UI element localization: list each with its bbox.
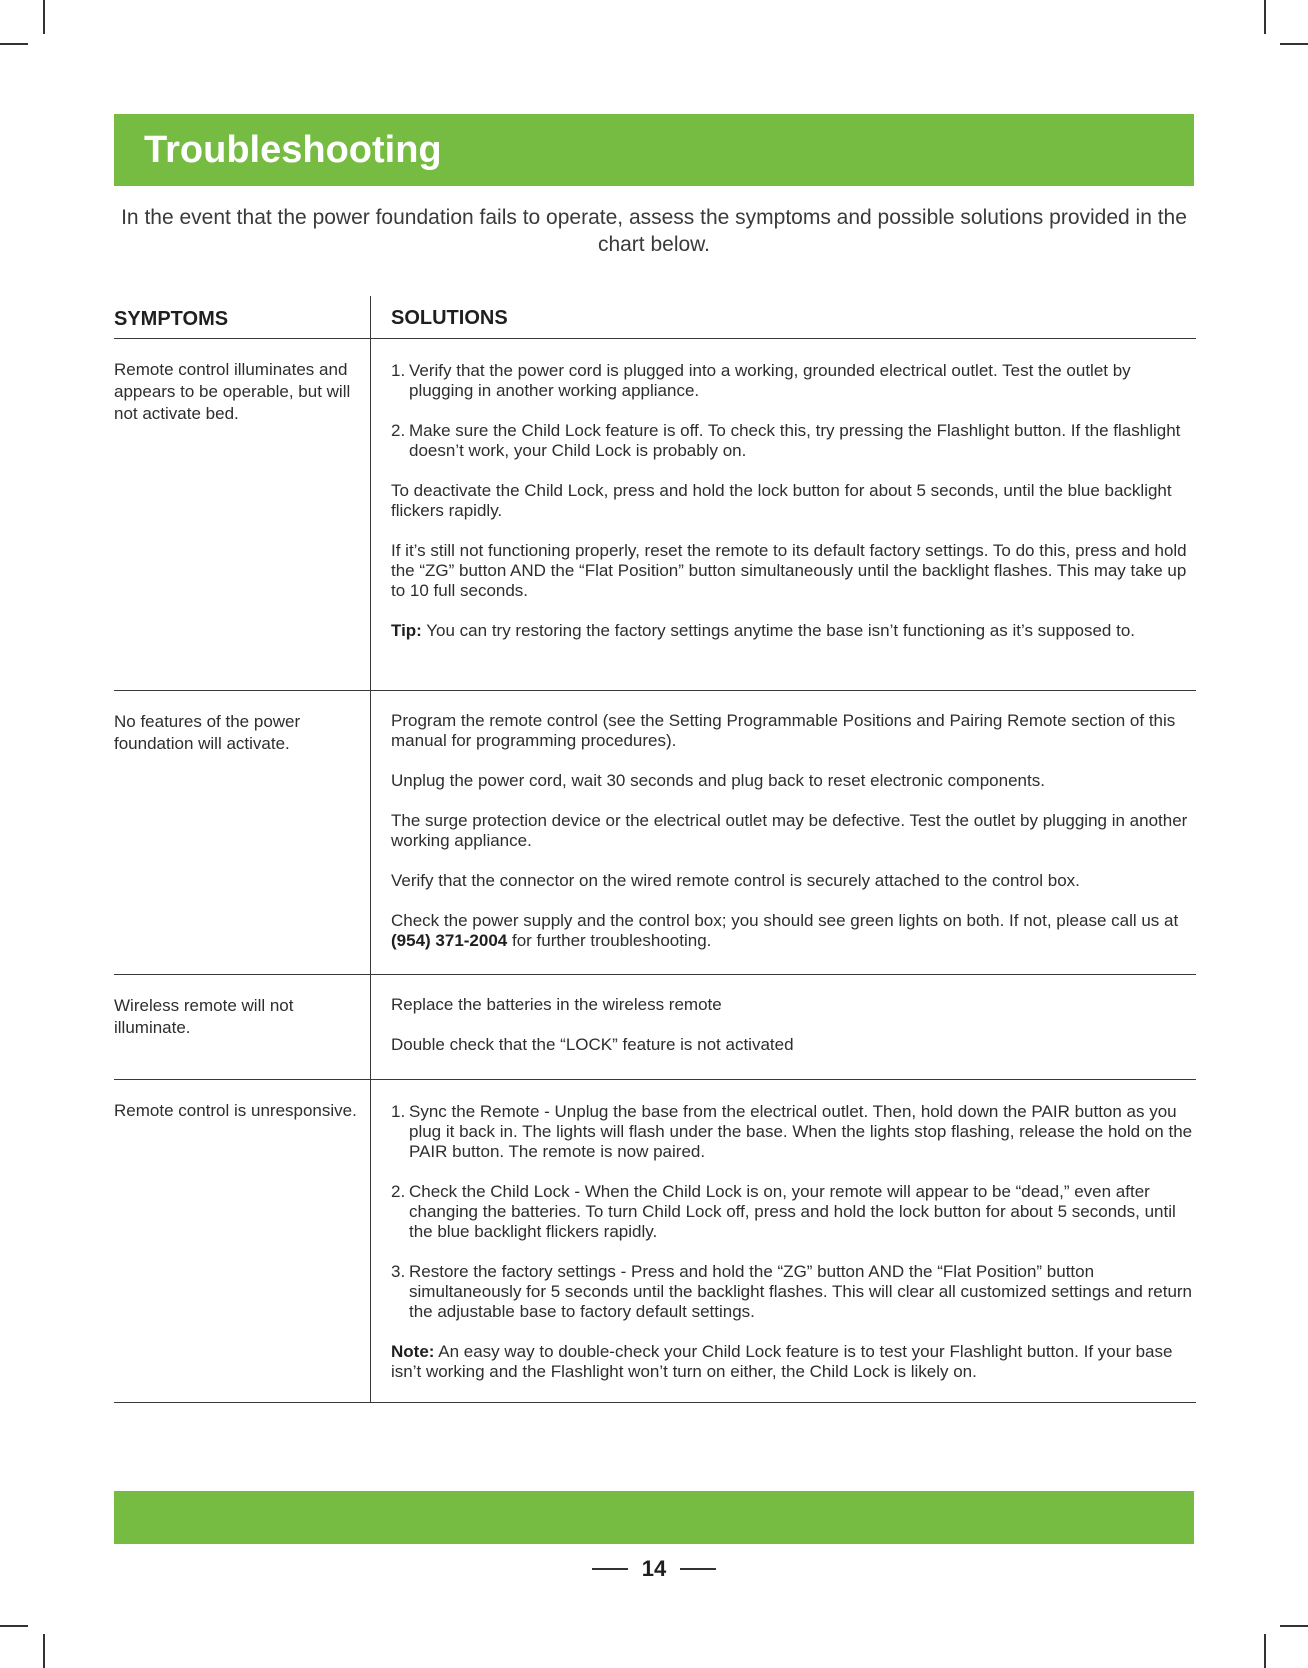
symptom-cell	[114, 691, 371, 974]
solution-text: To deactivate the Child Lock, press and hold the lock button for about 5 seconds, until the blue backlight flickers rapidly.	[391, 481, 1172, 520]
solution-text: for further troubleshooting.	[507, 931, 712, 950]
dash-decoration	[592, 1568, 628, 1570]
table-row	[114, 691, 1196, 975]
solution-text: Replace the batteries in the wireless remote	[391, 995, 722, 1014]
header-bar	[114, 114, 1194, 186]
list-number: 2.	[391, 421, 406, 440]
crop-mark	[43, 0, 45, 34]
solution-text: Restore the factory settings - Press and hold the “ZG” button AND the “Flat Position” button simultaneously for 5 seconds until the backlight flashes. This will clear all customized settings and return the adjustable base to factory default settings.	[409, 1262, 1193, 1321]
solution-text: Make sure the Child Lock feature is off. To check this, try pressing the Flashlight button. If the flashlight doesn’t work, your Child Lock is probably on.	[409, 421, 1181, 460]
crop-mark	[1280, 43, 1308, 45]
list-item	[391, 1182, 1196, 1242]
symptoms-header: SYMPTOMS	[114, 296, 371, 338]
solution-text: Check the power supply and the control box; you should see green lights on both. If not, please call us at	[391, 911, 1179, 930]
symptom-text: Wireless remote will not illuminate.	[114, 996, 294, 1037]
solution-text: Verify that the power cord is plugged into a working, grounded electrical outlet. Test the outlet by plugging in another working appliance.	[409, 361, 1131, 400]
note-label: Note:	[391, 1342, 435, 1361]
list-number: 1.	[391, 1102, 406, 1121]
list-item	[391, 1262, 1196, 1322]
solution-cell	[371, 1080, 1196, 1402]
crop-mark	[1280, 1625, 1308, 1627]
list-item	[391, 1102, 1196, 1162]
table-row	[114, 339, 1196, 691]
table-row	[114, 1080, 1196, 1403]
solution-text: If it’s still not functioning properly, reset the remote to its default factory settings. To do this, press and hold the “ZG” button AND the “Flat Position” button simultaneously until the backlight flashes. This may take up to 10 full seconds.	[391, 541, 1187, 600]
contact-paragraph	[391, 911, 1196, 951]
list-number: 1.	[391, 361, 406, 380]
table-row	[114, 975, 1196, 1080]
intro-text: In the event that the power foundation fails to operate, assess the symptoms and possible solutions provided in the chart below.	[121, 206, 1187, 256]
note-paragraph	[391, 1342, 1196, 1382]
page-number-area	[0, 1556, 1308, 1582]
solution-text: Check the Child Lock - When the Child Lock is on, your remote will appear to be “dead,” even after changing the batteries. To turn Child Lock off, press and hold the lock button for about 5 seconds, until the blue backlight flickers rapidly.	[409, 1182, 1176, 1241]
page-title: Troubleshooting	[144, 128, 442, 171]
list-number: 3.	[391, 1262, 406, 1281]
solution-cell	[371, 691, 1196, 974]
solution-text: Program the remote control (see the Setting Programmable Positions and Pairing Remote section of this manual for programming procedures).	[391, 711, 1176, 750]
troubleshooting-table	[114, 296, 1196, 1403]
list-item	[391, 421, 1196, 461]
tip-label: Tip:	[391, 621, 422, 640]
symptom-cell	[114, 1080, 371, 1402]
solution-text: Double check that the “LOCK” feature is not activated	[391, 1035, 794, 1054]
crop-mark	[43, 1634, 45, 1668]
symptom-cell	[114, 975, 371, 1079]
list-item	[391, 361, 1196, 401]
tip-text: You can try restoring the factory settings anytime the base isn’t functioning as it’s supposed to.	[421, 621, 1136, 640]
table-header-row	[114, 296, 1196, 339]
page-number: 14	[641, 1556, 667, 1581]
solution-cell	[371, 975, 1196, 1079]
note-text: An easy way to double-check your Child Lock feature is to test your Flashlight button. If your base isn’t working and the Flashlight won’t turn on either, the Child Lock is likely on.	[391, 1342, 1173, 1381]
solution-text: Unplug the power cord, wait 30 seconds and plug back to reset electronic components.	[391, 771, 1045, 790]
list-number: 2.	[391, 1182, 406, 1201]
crop-mark	[1264, 0, 1266, 34]
footer-bar	[114, 1491, 1194, 1544]
solution-text: Verify that the connector on the wired remote control is securely attached to the control box.	[391, 871, 1080, 890]
crop-mark	[0, 43, 28, 45]
dash-decoration	[680, 1568, 716, 1570]
solution-cell	[371, 339, 1196, 690]
solution-text: The surge protection device or the electrical outlet may be defective. Test the outlet by plugging in another working appliance.	[391, 811, 1188, 850]
symptom-text: Remote control is unresponsive.	[114, 1101, 357, 1120]
crop-mark	[1264, 1634, 1266, 1668]
solution-text: Sync the Remote - Unplug the base from the electrical outlet. Then, hold down the PAIR button as you plug it back in. The lights will flash under the base. When the lights stop flashing, release the hold on the PAIR button. The remote is now paired.	[409, 1102, 1193, 1161]
phone-number: (954) 371-2004	[391, 931, 508, 950]
symptom-text: No features of the power foundation will activate.	[114, 712, 301, 753]
tip-paragraph	[391, 621, 1196, 641]
symptom-cell	[114, 339, 371, 690]
solutions-header: SOLUTIONS	[391, 307, 508, 329]
symptom-text: Remote control illuminates and appears to be operable, but will not activate bed.	[114, 360, 351, 423]
crop-mark	[0, 1625, 28, 1627]
